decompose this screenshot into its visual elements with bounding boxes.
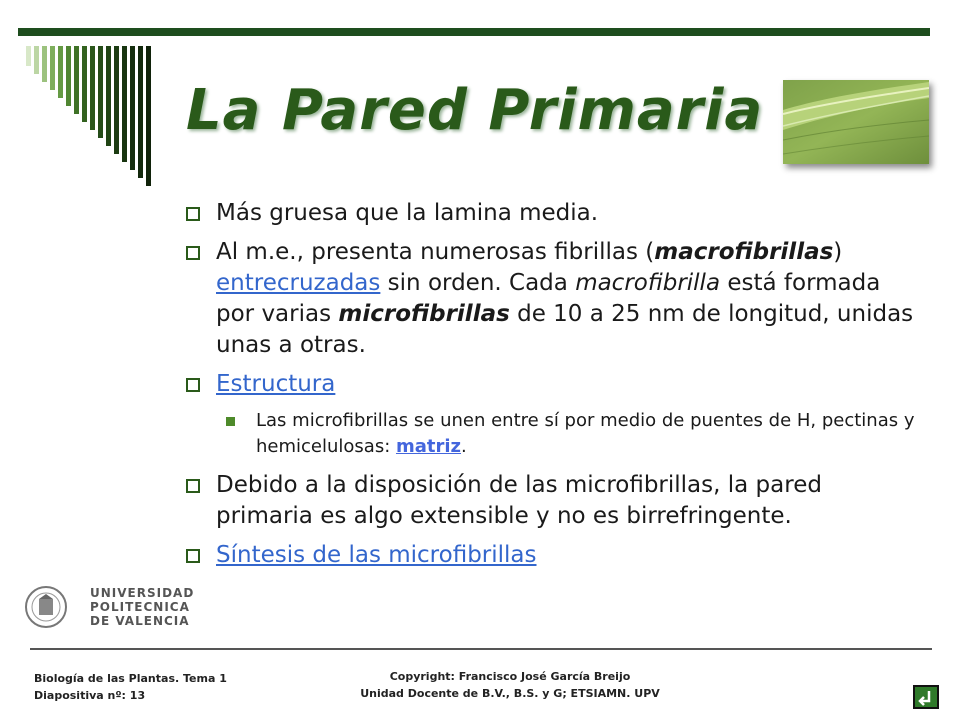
sub-bullet-text: Las microfibrillas se unen entre sí por medio de puentes de H, pectinas y hemicelulosas: bbox=[256, 410, 915, 457]
bullet-item bbox=[186, 470, 916, 532]
university-logo bbox=[22, 584, 195, 630]
bullet-item bbox=[186, 237, 916, 361]
bottom-rule bbox=[30, 648, 932, 650]
logo-line: UNIVERSIDAD bbox=[90, 586, 195, 600]
bullet-text: Debido a la disposición de las microfibrillas, la pared primaria es algo extensible y no es birrefringente. bbox=[216, 472, 822, 529]
term-macrofibrilla: macrofibrilla bbox=[575, 270, 721, 296]
logo-line: DE VALENCIA bbox=[90, 614, 190, 628]
bullet-text: sin orden. Cada bbox=[380, 270, 576, 296]
bullet-list bbox=[186, 198, 916, 579]
bullet-item bbox=[186, 198, 916, 229]
link-entrecruzadas[interactable]: entrecruzadas bbox=[216, 270, 381, 296]
bullet-text: ) bbox=[833, 239, 843, 265]
footer-left bbox=[34, 670, 227, 704]
square-bullet-icon bbox=[186, 378, 200, 392]
bullet-text: Al m.e., presenta numerosas fibrillas ( bbox=[216, 239, 655, 265]
square-bullet-icon bbox=[186, 207, 200, 221]
bullet-text: Más gruesa que la lamina media. bbox=[216, 200, 599, 226]
square-bullet-icon bbox=[186, 549, 200, 563]
footer-slide-number: Diapositiva nº: 13 bbox=[34, 689, 146, 702]
footer-course: Biología de las Plantas. Tema 1 bbox=[34, 672, 227, 685]
link-estructura[interactable]: Estructura bbox=[216, 371, 336, 397]
return-arrow-icon bbox=[915, 687, 937, 707]
link-matriz[interactable]: matriz bbox=[395, 436, 462, 457]
bullet-text: de 10 a 25 nm de longitud, unidas unas a otras. bbox=[216, 301, 914, 358]
bullet-text: está formada por varias bbox=[216, 270, 881, 327]
footer-center bbox=[320, 668, 700, 702]
logo-line: POLITECNICA bbox=[90, 600, 190, 614]
leaf-photo bbox=[783, 80, 929, 164]
footer-copyright: Copyright: Francisco José García Breijo bbox=[389, 670, 631, 683]
slide-title: La Pared Primaria bbox=[186, 78, 764, 143]
university-seal-icon bbox=[22, 584, 82, 630]
sub-bullet-item bbox=[186, 408, 916, 460]
square-bullet-icon bbox=[186, 479, 200, 493]
link-sintesis-microfibrillas[interactable]: Síntesis de las microfibrillas bbox=[216, 542, 537, 568]
filled-square-bullet-icon bbox=[226, 417, 235, 426]
term-macrofibrillas: macrofibrillas bbox=[654, 239, 834, 265]
square-bullet-icon bbox=[186, 246, 200, 260]
sub-bullet-text: . bbox=[461, 436, 467, 457]
return-button[interactable] bbox=[913, 685, 939, 709]
logo-text bbox=[90, 586, 194, 628]
bullet-item bbox=[186, 369, 916, 400]
footer-unit: Unidad Docente de B.V., B.S. y G; ETSIAMN. UPV bbox=[360, 687, 660, 700]
term-microfibrillas: microfibrillas bbox=[338, 301, 510, 327]
decorative-bars bbox=[0, 0, 170, 200]
bullet-item bbox=[186, 540, 916, 571]
